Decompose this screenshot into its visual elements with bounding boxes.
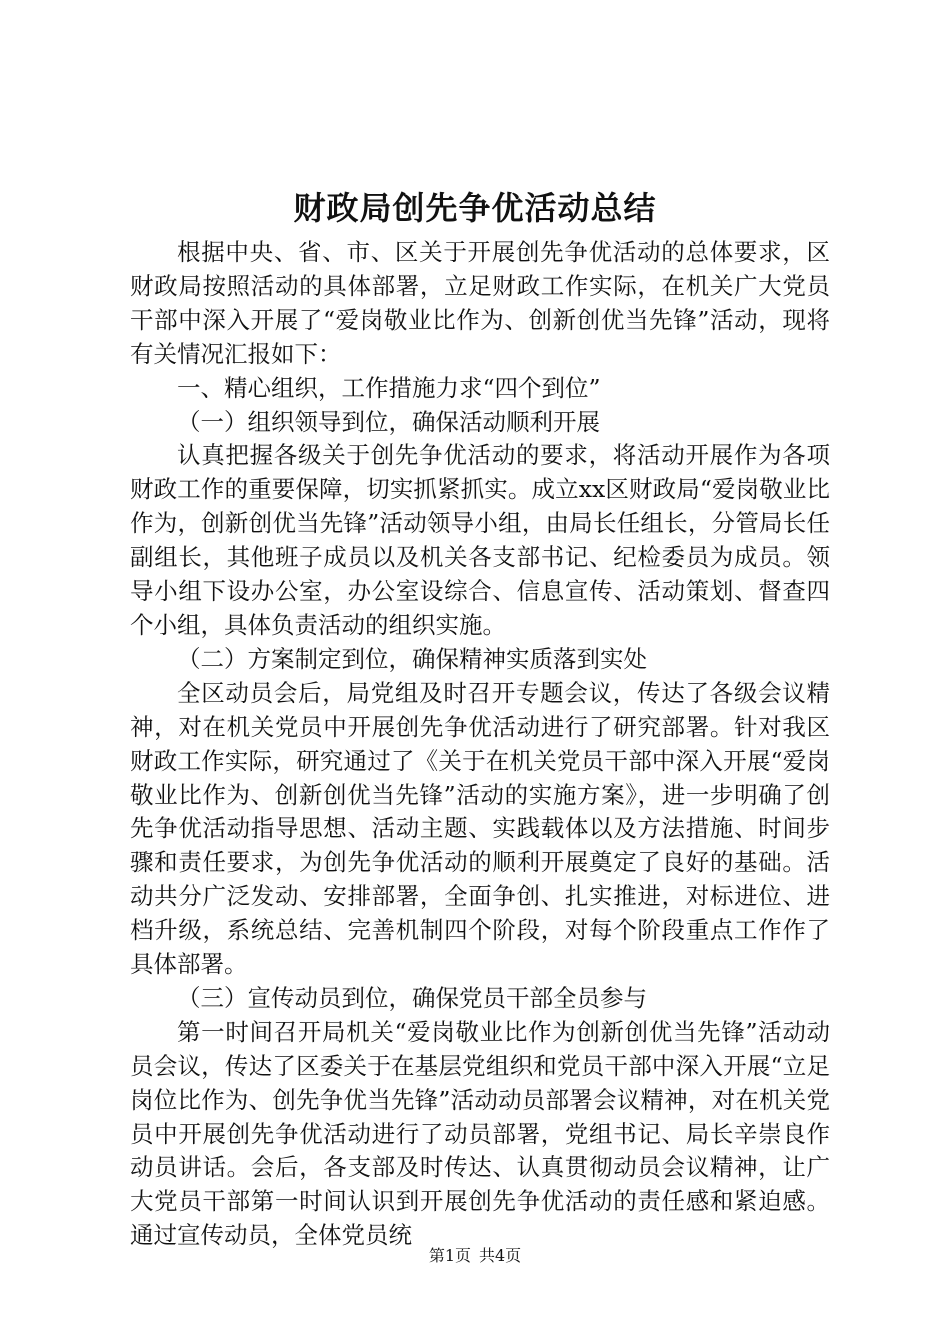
section-heading-1: 一、精心组织，工作措施力求“四个到位” xyxy=(177,373,601,402)
paragraph-organization: 认真把握各级关于创先争优活动的要求，将活动开展作为各项财政工作的重要保障，切实抓紧抓实。成立xx区财政局“爱岗敬业比作为，创新创优当先锋”活动领导小组，由局长任组长，分管局长任副组长，其他班子成员以及机关各支部书记、纪检委员为成员。领导小组下设办公室，办公室设综合、信息宣传、活动策划、督查四个小组，具体负责活动的组织实施。 xyxy=(130,441,830,639)
page-footer xyxy=(0,1245,950,1267)
paragraph-plan: 全区动员会后，局党组及时召开专题会议，传达了各级会议精神，对在机关党员中开展创先争优活动进行了研究部署。针对我区财政工作实际，研究通过了《关于在机关党员干部中深入开展“爱岗敬业比作为、创新创优当先锋”活动的实施方案》，进一步明确了创先争优活动指导思想、活动主题、实践载体以及方法措施、时间步骤和责任要求，为创先争优活动的顺利开展奠定了良好的基础。活动共分广泛发动、安排部署，全面争创、扎实推进，对标进位、进档升级，系统总结、完善机制四个阶段，对每个阶段重点工作作了具体部署。 xyxy=(130,678,830,979)
page-total: 共4页 xyxy=(479,1246,522,1265)
subsection-heading-2: （二）方案制定到位，确保精神实质落到实处 xyxy=(177,644,647,673)
paragraph-intro: 根据中央、省、市、区关于开展创先争优活动的总体要求，区财政局按照活动的具体部署，立足财政工作实际，在机关广大党员干部中深入开展了“爱岗敬业比作为、创新创优当先锋”活动，现将有关情况汇报如下： xyxy=(130,238,830,368)
page-number: 第1页 xyxy=(428,1246,471,1265)
subsection-heading-1: （一）组织领导到位，确保活动顺利开展 xyxy=(177,407,600,436)
paragraph-mobilization: 第一时间召开局机关“爱岗敬业比作为创新创优当先锋”活动动员会议，传达了区委关于在基层党组织和党员干部中深入开展“立足岗位比作为、创先争优当先锋”活动动员部署会议精神，对在机关党员中开展创先争优活动进行了动员部署，党组书记、局长辛崇良作动员讲话。会后，各支部及时传达、认真贯彻动员会议精神，让广大党员干部第一时间认识到开展创先争优活动的责任感和紧迫感。通过宣传动员，全体党员统 xyxy=(130,1017,830,1250)
document-title: 财政局创先争优活动总结 xyxy=(293,189,657,227)
subsection-heading-3: （三）宣传动员到位，确保党员干部全员参与 xyxy=(177,983,647,1012)
document-body xyxy=(130,236,830,1253)
